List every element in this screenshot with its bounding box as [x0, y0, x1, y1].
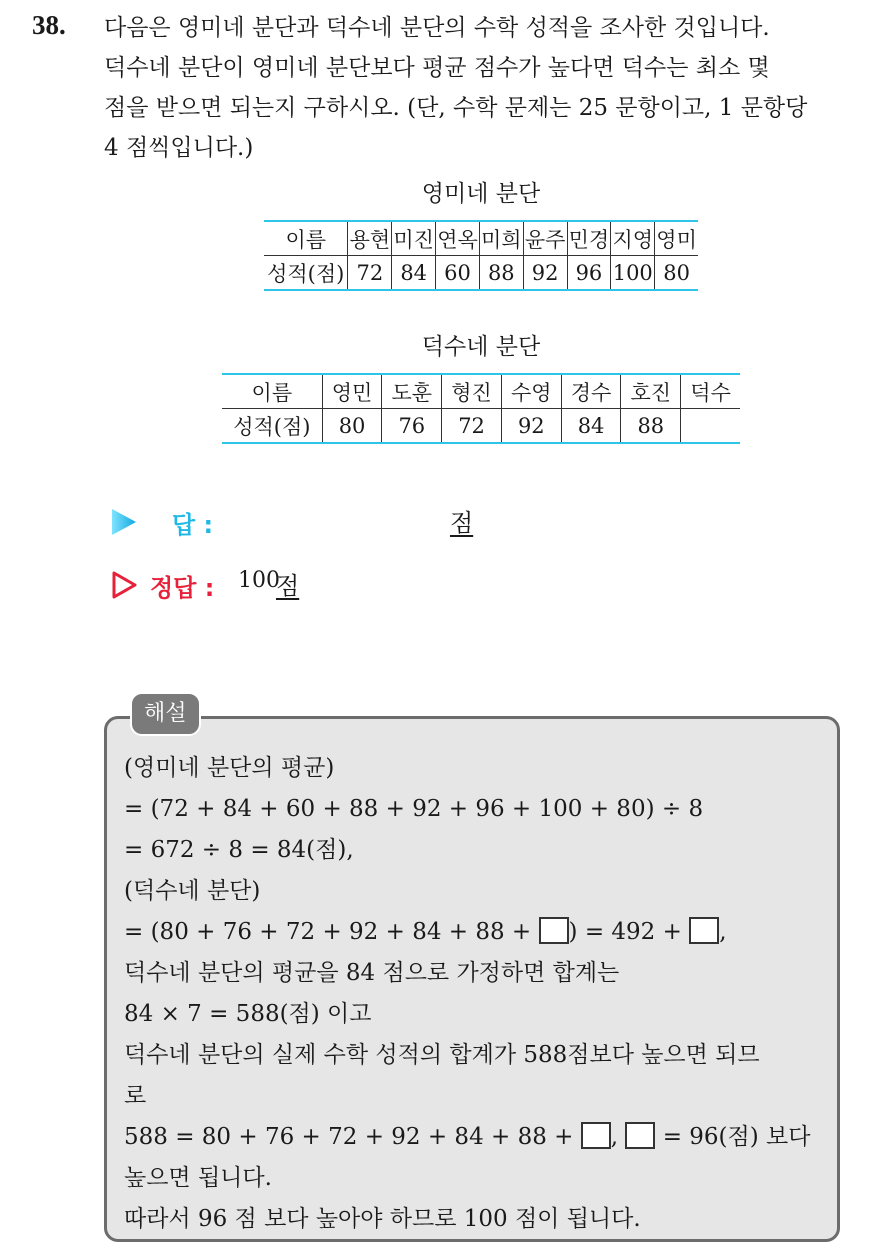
- table1-score-cell: 60: [436, 256, 480, 291]
- table2-score-cell: 72: [442, 409, 502, 444]
- table1-name-cell: 지영: [611, 221, 655, 256]
- table1-score-cell: 80: [655, 256, 698, 291]
- answer-input[interactable]: 점: [450, 509, 474, 537]
- table2-name-cell: 도훈: [382, 374, 442, 409]
- answer-row: [110, 503, 510, 543]
- table1-name-cell: 연옥: [436, 221, 480, 256]
- table2-score-cell: 92: [501, 409, 561, 444]
- table2-score-cell: 84: [561, 409, 621, 444]
- table2-score-row: [222, 409, 740, 444]
- table1-name-cell: 용현: [348, 221, 392, 256]
- answer-label: 답 :: [172, 511, 214, 539]
- table1: [264, 220, 698, 291]
- table1-name-cell: 윤주: [523, 221, 567, 256]
- explanation-line: (덕수네 분단): [124, 878, 261, 904]
- explanation-segment: ) = 492 +: [568, 919, 682, 945]
- table2-name-cell: 경수: [561, 374, 621, 409]
- table1-name-cell: 미진: [392, 221, 436, 256]
- question-line-1: 다음은 영미네 분단과 덕수네 분단의 수학 성적을 조사한 것입니다.: [104, 15, 770, 41]
- explanation-segment: = 96(점) 보다: [662, 1124, 811, 1150]
- table1-name-cell: 영미: [655, 221, 698, 256]
- table2-name-header: 이름: [222, 374, 322, 409]
- table1-title: 영미네 분단: [421, 181, 541, 207]
- explanation-line: = (72 + 84 + 60 + 88 + 92 + 96 + 100 + 80) ÷ 8: [124, 796, 704, 822]
- table2-score-blank-cell[interactable]: [681, 409, 740, 444]
- explanation-line: (영미네 분단의 평균): [124, 755, 335, 781]
- table2-name-row: [222, 374, 740, 409]
- explanation-line: 따라서 96 점 보다 높아야 하므로 100 점이 됩니다.: [124, 1206, 641, 1232]
- correct-value: 100: [238, 568, 280, 593]
- table2-name-cell: 호진: [621, 374, 681, 409]
- table1-score-header: 성적(점): [264, 256, 348, 291]
- answer-arrow-icon: [112, 509, 136, 535]
- table1-score-cell: 84: [392, 256, 436, 291]
- blank-box: [581, 1122, 611, 1149]
- blank-box: [539, 917, 569, 944]
- explanation-segment: = (80 + 76 + 72 + 92 + 84 + 88 +: [124, 919, 532, 945]
- blank-box: [625, 1122, 655, 1149]
- table2: [222, 373, 740, 444]
- table1-score-cell: 100: [611, 256, 655, 291]
- table1-name-cell: 미희: [479, 221, 523, 256]
- table2-name-cell: 수영: [501, 374, 561, 409]
- explanation-segment: 588 = 80 + 76 + 72 + 92 + 84 + 88 +: [124, 1124, 574, 1150]
- table2-score-header: 성적(점): [222, 409, 322, 444]
- table2-score-cell: 88: [621, 409, 681, 444]
- question-number: 38.: [32, 10, 66, 40]
- table1-score-cell: 72: [348, 256, 392, 291]
- explanation-line: 덕수네 분단의 실제 수학 성적의 합계가 588점보다 높으면 되므: [124, 1042, 760, 1068]
- blank-box: [689, 917, 719, 944]
- question-line-2: 덕수네 분단이 영미네 분단보다 평균 점수가 높다면 덕수는 최소 몇: [104, 55, 770, 81]
- correct-label: 정답 :: [150, 574, 215, 602]
- table2-name-cell: 형진: [442, 374, 502, 409]
- table2-score-cell: 80: [322, 409, 382, 444]
- table1-score-cell: 92: [523, 256, 567, 291]
- table1-name-cell: 민경: [567, 221, 611, 256]
- explanation-line: 덕수네 분단의 평균을 84 점으로 가정하면 합계는: [124, 960, 620, 986]
- table2-name-cell: 덕수: [681, 374, 740, 409]
- table2-title: 덕수네 분단: [421, 334, 541, 360]
- correct-arrow-icon: [112, 571, 138, 599]
- explanation-line: [124, 912, 830, 953]
- table1-score-cell: 88: [479, 256, 523, 291]
- question-text: [104, 8, 874, 168]
- explanation-line: = 672 ÷ 8 = 84(점),: [124, 837, 354, 863]
- explanation-line: 로: [124, 1083, 147, 1109]
- explanation-segment: ,: [610, 1124, 619, 1150]
- table1-name-row: [264, 221, 698, 256]
- explanation-segment: ,: [719, 919, 727, 945]
- question-line-3: 점을 받으면 되는지 구하시오. (단, 수학 문제는 25 문항이고, 1 문항당: [104, 95, 808, 121]
- correct-unit: 점: [276, 572, 300, 600]
- table1-score-row: [264, 256, 698, 291]
- correct-answer-row: [110, 566, 510, 606]
- table2-name-cell: 영민: [322, 374, 382, 409]
- table1-name-header: 이름: [264, 221, 348, 256]
- table2-score-cell: 76: [382, 409, 442, 444]
- explanation-text: [124, 748, 830, 1240]
- explanation-line: 높으면 됩니다.: [124, 1165, 272, 1191]
- explanation-line: [124, 1117, 830, 1158]
- explanation-line: 84 × 7 = 588(점) 이고: [124, 1001, 372, 1027]
- question-line-4: 4 점씩입니다.): [104, 135, 254, 161]
- explanation-tag: 해설: [130, 692, 201, 736]
- table1-score-cell: 96: [567, 256, 611, 291]
